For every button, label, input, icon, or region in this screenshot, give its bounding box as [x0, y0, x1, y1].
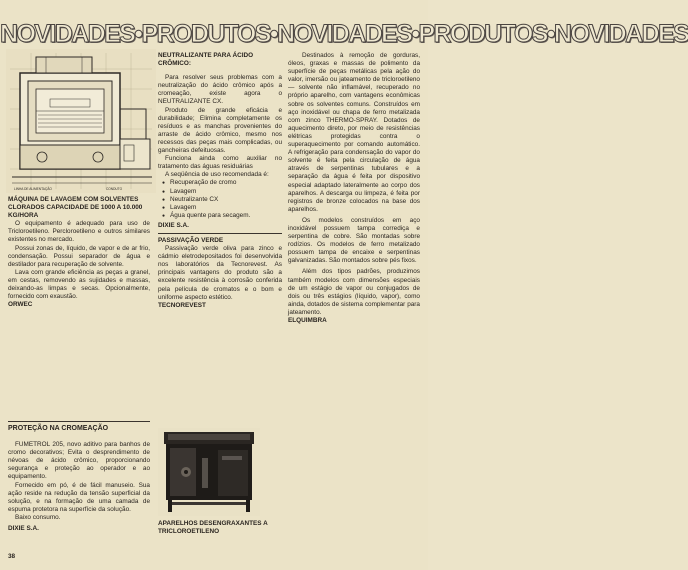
divider — [8, 421, 150, 422]
divider — [158, 233, 282, 234]
degreaser-article-paragraph: Destinados à remoção de gorduras, óleos, graxas e massas de polimento da superfície de peças metálicas pela ação do valor, imersão ou jateamento de tricloroetileno — solvente não inflamável, recuperado no próprio aparelho, com vantagens econômicas sobre os solventes comuns. Construídos em aço inoxidável ou chapa de ferro metalizada com zinco THERMO-SPRAY. Dotados de aquecimento direto, por meio de resistências elétricas protegidas contra o superaquecimento por comando automático. A refrigeração para condensação do vapor do solvente é feita pela circulação de água através de serpentinas tubulares e a separação da água é feita por dispositivo especial adaptado lateralmente ao corpo dos aparelhos. A descarga ou limpeza, é feita por registros de bronze colocados na base dos aparelhos. — [288, 52, 420, 213]
degreaser-article-paragraph: Além dos tipos padrões, produzimos também modelos com dimensões especiais de um estágio de vapor ou conjugados de dois ou três estágios (líquido, vapor), como ainda, dotados de sistema complementar para jateamento. — [288, 268, 420, 316]
drawing-label-feed: LINHA DE ALIMENTAÇÃO — [14, 187, 52, 191]
banner-text: NOVIDADES•PRODUTOS•NOVIDADES•PRODUTOS•NOVIDADES — [0, 20, 688, 48]
passivation-article-title: PASSIVAÇÃO VERDE — [158, 236, 224, 244]
degreaser-apparatus-photo — [158, 428, 260, 516]
machine-article-title: MÁQUINA DE LAVAGEM COM SOLVENTES CLORADOS CAPACIDADE DE 1000 A 10.000 KG/HORA — [8, 196, 143, 220]
neutralizer-article-company: DIXIE S.A. — [158, 221, 189, 229]
photo-caption-block — [158, 520, 268, 536]
protection-article-paragraph: Baixo consumo. — [15, 513, 61, 521]
passivation-article-company: TECNOREVEST — [158, 301, 206, 309]
machine-article-paragraph: Lava com grande eficiência as peças a granel, em cestas, removendo as sujidades e massas, deixando-as limpas e secas. Opcionalmente, fornecido com exaustão. — [8, 268, 150, 301]
machine-article-company: ORWEC — [8, 301, 33, 309]
header-banner — [0, 19, 688, 49]
list-item: ● Lavagem — [162, 204, 282, 212]
machine-technical-drawing — [6, 49, 156, 193]
middle-column — [158, 52, 282, 310]
passivation-article-paragraph: Passivação verde oliva para zinco e cádmio eletrodepositados foi desenvolvida nos laboratórios da Tecnorevest. As principais vantagens do produto são a excelente resistência à corrosão conferida pela película de cromatos e o bom e uniforme aspecto estético. — [158, 245, 282, 301]
usage-sequence-list — [158, 179, 282, 219]
machine-article-paragraph: O equipamento é adequado para uso de Tricloroetileno. Percloroetileno e outros similares existentes no mercado. — [8, 220, 150, 244]
neutralizer-article-paragraph: Produto de grande eficácia e durabilidade; Elimina completamente os resíduos e as manchas provenientes do arraste de ácido crômico, mesmo nos recessos das peças mais complicadas, ou gancheiras defeituosas. — [158, 106, 282, 155]
neutralizer-article-paragraph: Funciona ainda como auxiliar no tratamento das águas residuárias — [158, 155, 282, 171]
photo-caption: APARELHOS DESENGRAXANTES A TRICLOROETILENO — [158, 520, 268, 536]
right-column — [288, 52, 420, 325]
neutralizer-article-paragraph: Para resolver seus problemas com a neutralização do ácido crômico após a cromeação, existe agora o NEUTRALIZANTE CX. — [158, 74, 282, 106]
protection-article-paragraph: Fornecido em pó, é de fácil manuseio. Sua ação reside na redução da tensão superficial da solução, e na formação de uma camada de espuma protetora na superfície da solução. — [8, 481, 150, 513]
protection-article-paragraph: FUMETROL 205, novo aditivo para banhos de cromo decorativos; Evita o desprendimento de névoas de ácido crômico, proporcionando segurança e proteção ao operador e ao equipamento. — [8, 441, 150, 481]
list-item: ● Recuperação de cromo — [162, 179, 282, 187]
left-column-lower — [8, 418, 150, 533]
protection-article-title: PROTEÇÃO NA CROMEAÇÃO — [8, 425, 109, 432]
degreaser-article-company: ELQUIMBRA — [288, 317, 327, 324]
protection-article-company: DIXIE S.A. — [8, 525, 39, 533]
list-item: ● Lavagem — [162, 188, 282, 196]
left-column — [8, 196, 150, 309]
neutralizer-article-title: NEUTRALIZANTE PARA ÁCIDO CRÔMICO: — [158, 52, 254, 68]
neutralizer-article-paragraph: A seqüência de uso recomendada é: — [165, 171, 269, 179]
page-number: 38 — [8, 553, 16, 560]
degreaser-article-paragraph: Os modelos construídos em aço inoxidável possuem tampa corrediça e serpentina de cobre. São montadas sobre rodízios. Os modelos de ferro metalizado possuem tampa de encaixe e serpentinas galvanizadas. São montados sobre pés fixos. — [288, 216, 420, 265]
machine-article-paragraph: Possui zonas de, líquido, de vapor e de ar frio, condensação. Possui separador de água e destilador para recuperação de solvente. — [8, 244, 150, 268]
list-item: ● Água quente para secagem. — [162, 212, 282, 220]
drawing-label-duct: CONDUTO — [106, 187, 123, 191]
list-item: ● Neutralizante CX — [162, 196, 282, 204]
